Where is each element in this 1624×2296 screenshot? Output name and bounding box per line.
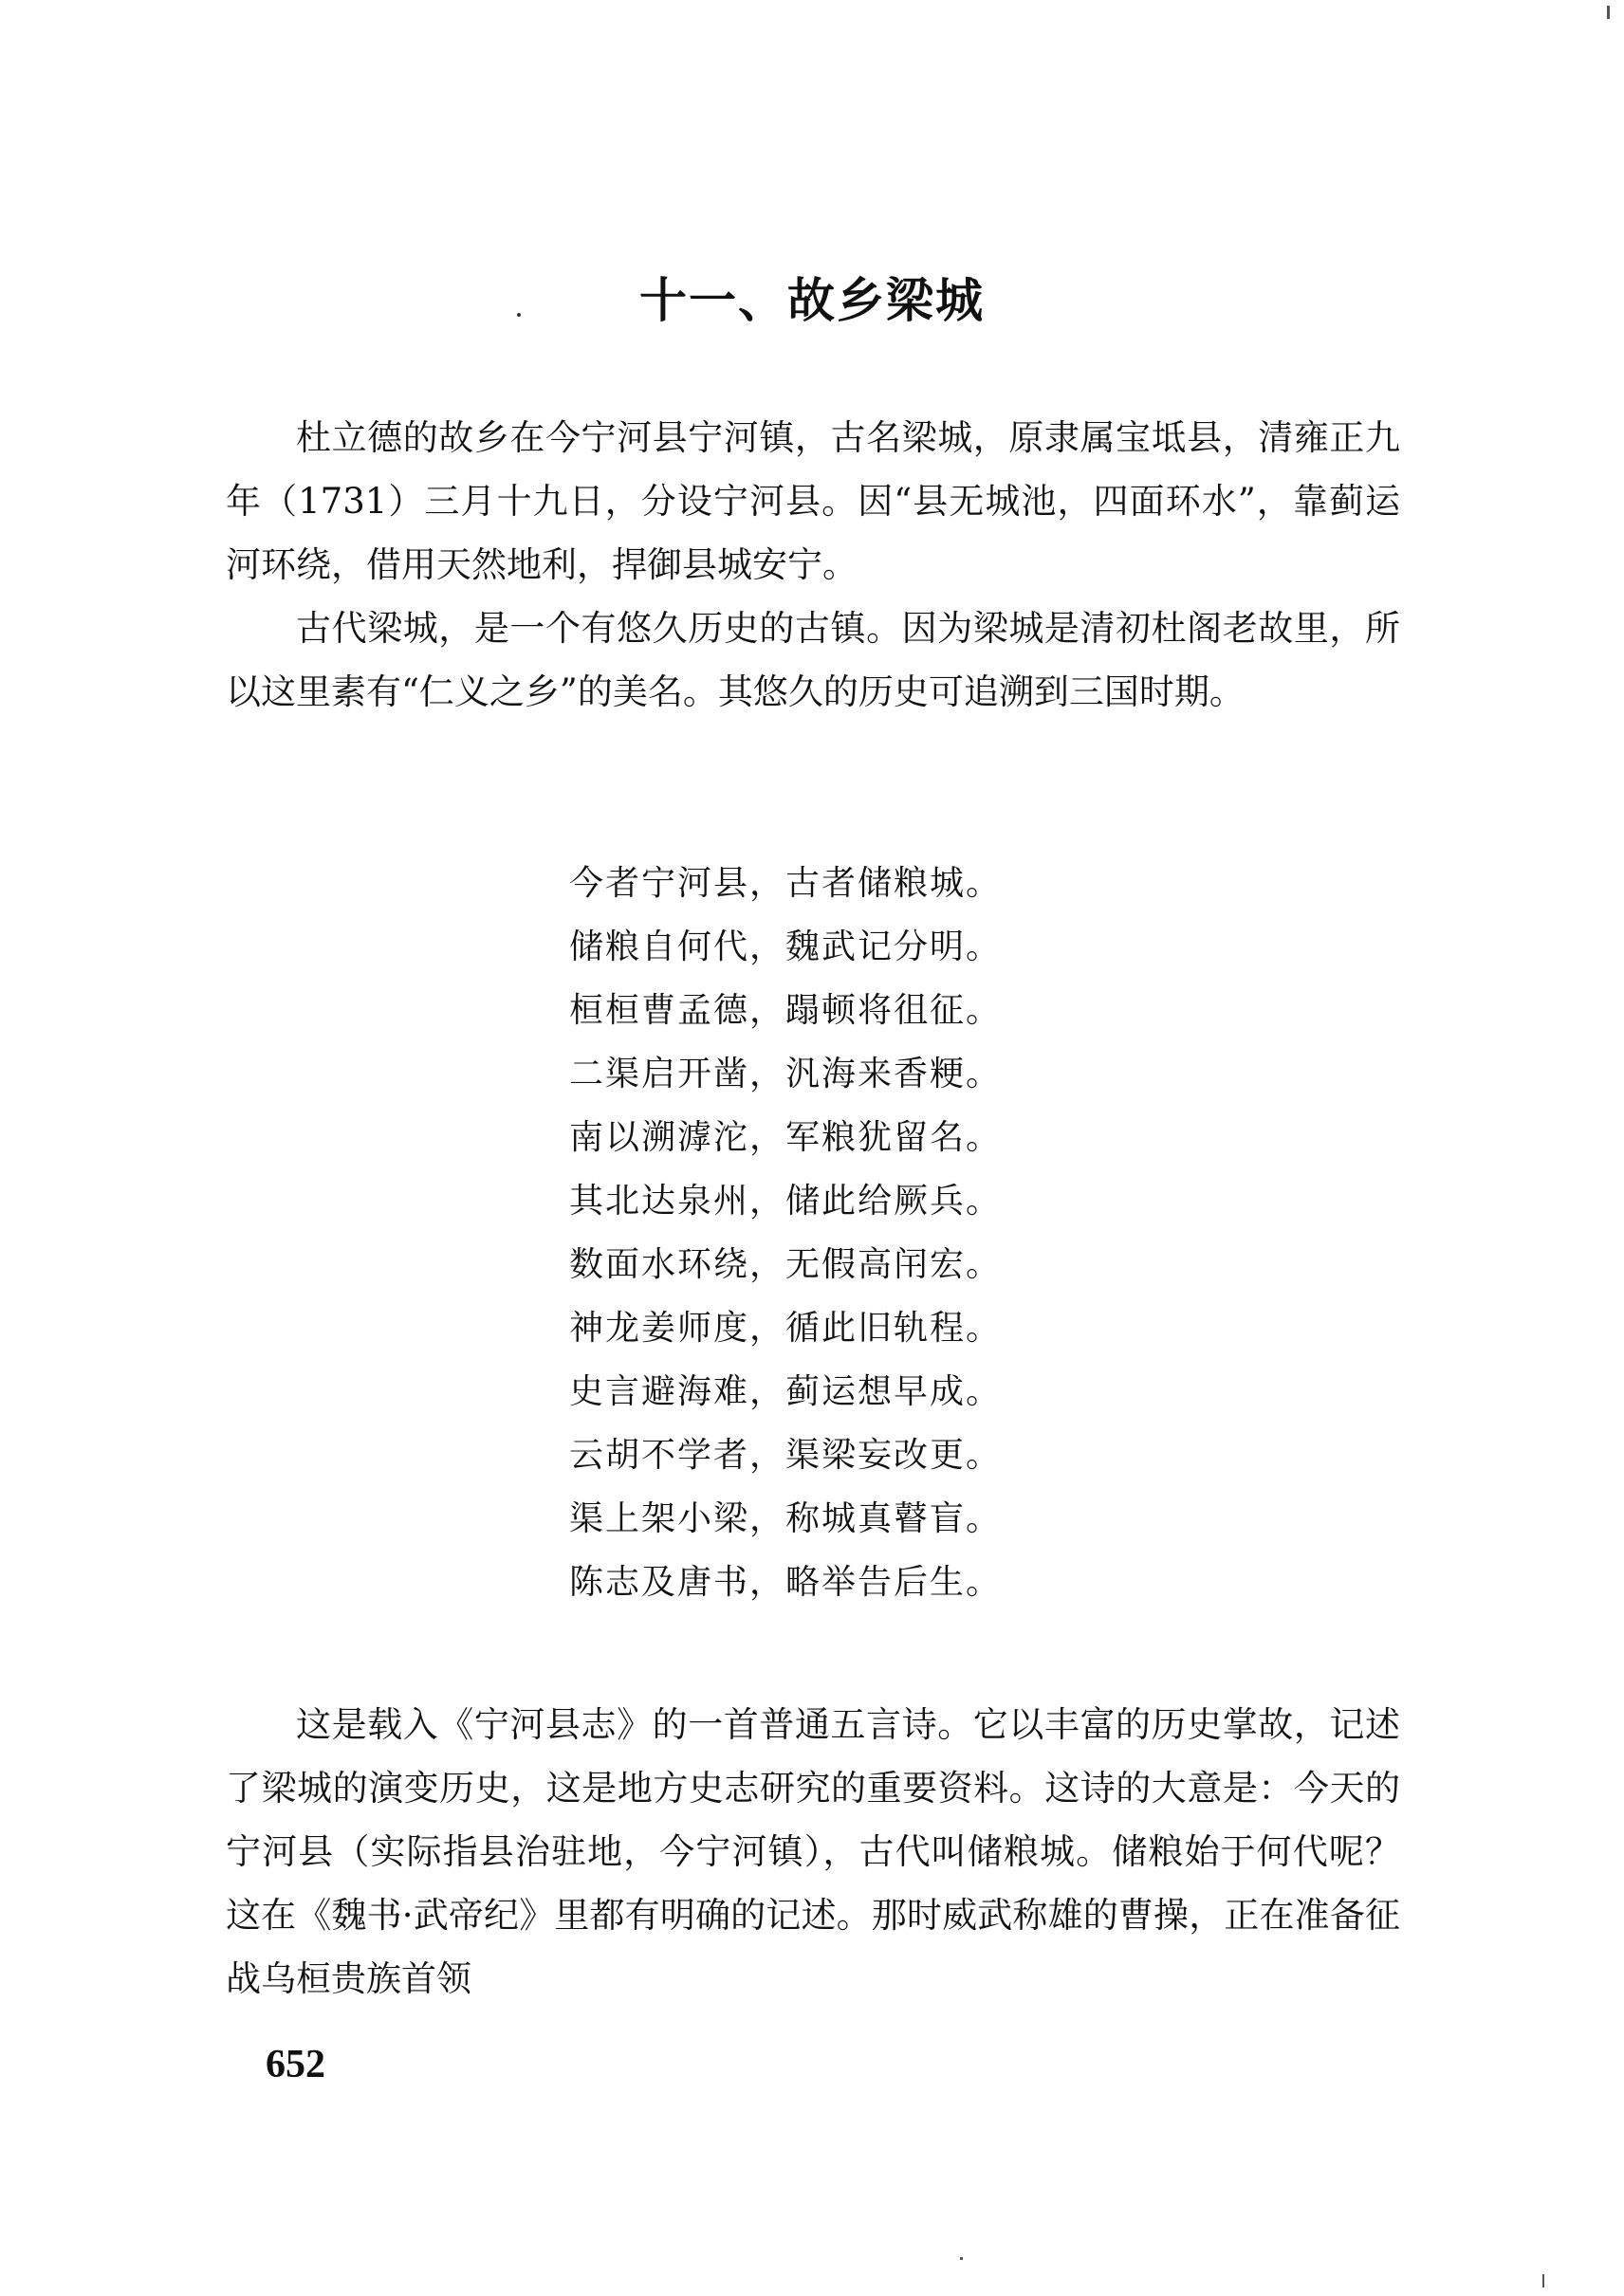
scan-speck	[1607, 6, 1610, 19]
poem-line: 桓桓曹孟德，蹋顿将徂征。	[569, 991, 1003, 1030]
poem-line: 今者宁河县，古者储粮城。	[569, 864, 1003, 903]
commentary-paragraph: 这是载入《宁河县志》的一首普通五言诗。它以丰富的历史掌故，记述了梁城的演变历史，这是地方史志研究的重要资料。这诗的大意是：今天的宁河县（实际指县治驻地，今宁河镇），古代叫储粮城。储粮始于何代呢？这在《魏书·武帝纪》里都有明确的记述。那时威武称雄的曹操，正在准备征战乌桓贵族首领	[226, 1704, 1400, 1999]
scan-speck	[1542, 2274, 1544, 2287]
poem-line: 史言避海难，蓟运想早成。	[569, 1372, 1003, 1411]
commentary-section	[226, 1693, 1400, 2011]
page-number: 652	[266, 2043, 325, 2086]
poem-line: 其北达泉州，储此给厥兵。	[569, 1182, 1003, 1221]
poem	[569, 852, 1100, 1614]
poem-line: 南以溯滹沱，军粮犹留名。	[569, 1118, 1003, 1157]
poem-line: 神龙姜师度，循此旧轨程。	[569, 1309, 1003, 1348]
intro-section	[226, 406, 1400, 724]
poem-line: 储粮自何代，魏武记分明。	[569, 928, 1003, 966]
intro-paragraph-2: 古代梁城，是一个有悠久历史的古镇。因为梁城是清初杜阁老故里，所以这里素有“仁义之乡”的美名。其悠久的历史可追溯到三国时期。	[226, 608, 1400, 712]
scan-speck	[960, 2257, 963, 2260]
chapter-title: 十一、故乡梁城	[639, 273, 985, 328]
poem-line: 云胡不学者，渠梁妄改更。	[569, 1436, 1003, 1475]
poem-line: 陈志及唐书，略举告后生。	[569, 1563, 1003, 1602]
intro-paragraph-1: 杜立德的故乡在今宁河县宁河镇，古名梁城，原隶属宝坻县，清雍正九年（1731）三月十九日，分设宁河县。因“县无城池，四面环水”，靠蓟运河环绕，借用天然地利，捍御县城安宁。	[226, 417, 1400, 585]
poem-line: 渠上架小梁，称城真瞽盲。	[569, 1499, 1003, 1538]
poem-line: 数面水环绕，无假高闬宏。	[569, 1245, 1003, 1284]
poem-line: 二渠启开凿，汎海来香粳。	[569, 1055, 1003, 1093]
